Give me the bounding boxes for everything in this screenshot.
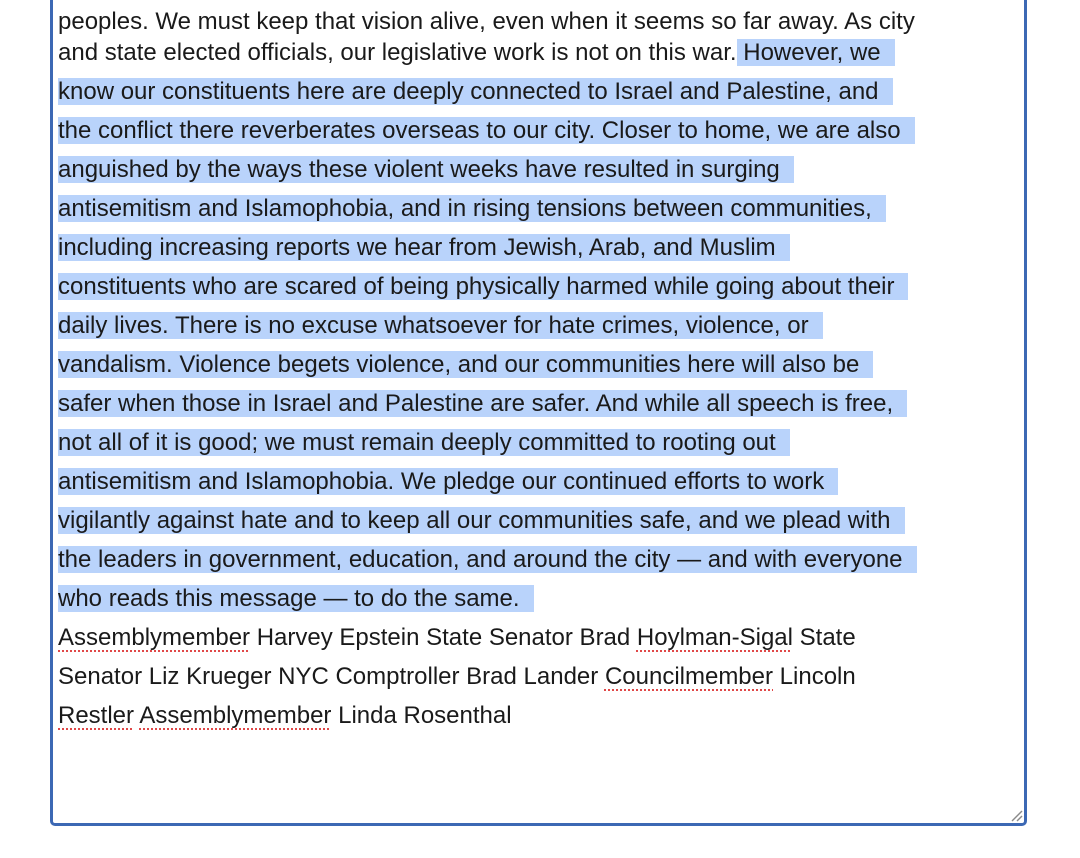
selected-text: including increasing reports we hear from Jewish, Arab, and Muslim: [58, 234, 790, 261]
text-line: [58, 540, 1026, 579]
signature-line: [58, 696, 1026, 735]
selected-text: antisemitism and Islamophobia, and in rising tensions between communities,: [58, 195, 886, 222]
text-line: [58, 462, 1026, 501]
selected-text: who reads this message — to do the same.: [58, 585, 534, 612]
text-line: [58, 33, 1026, 72]
text-line: [58, 384, 1026, 423]
text-segment: peoples. We must keep that vision alive, even when it seems so far away. As city: [58, 8, 915, 35]
selected-text: daily lives. There is no excuse whatsoever for hate crimes, violence, or: [58, 312, 823, 339]
text-line: [58, 72, 1026, 111]
selected-text: anguished by the ways these violent weeks have resulted in surging: [58, 156, 794, 183]
text-line: [58, 501, 1026, 540]
text-segment: Lincoln: [773, 663, 856, 690]
text-line: [58, 111, 1026, 150]
selected-text: However, we: [737, 39, 895, 66]
misspelled-word[interactable]: Councilmember: [604, 663, 773, 690]
text-segment: and state elected officials, our legislative work is not on this war.: [58, 39, 737, 66]
text-line: [58, 150, 1026, 189]
selected-text: the leaders in government, education, and around the city — and with everyone: [58, 546, 917, 573]
message-textarea[interactable]: [50, 0, 1027, 826]
selected-text: antisemitism and Islamophobia. We pledge our continued efforts to work: [58, 468, 838, 495]
selected-text: safer when those in Israel and Palestine are safer. And while all speech is free,: [58, 390, 907, 417]
text-line: [58, 228, 1026, 267]
text-segment: State: [792, 624, 856, 651]
text-line: [58, 189, 1026, 228]
text-line: [58, 306, 1026, 345]
text-segment: Linda Rosenthal: [331, 702, 512, 729]
signature-line: [58, 657, 1026, 696]
text-line: [58, 345, 1026, 384]
misspelled-word[interactable]: Restler: [58, 702, 135, 729]
misspelled-word[interactable]: Hoylman-Sigal: [636, 624, 793, 651]
signature-line: [58, 618, 1026, 657]
text-segment: Harvey Epstein State Senator Brad: [250, 624, 637, 651]
selected-text: vigilantly against hate and to keep all our communities safe, and we plead with: [58, 507, 905, 534]
resize-grip-icon[interactable]: [1009, 808, 1023, 822]
selected-text: the conflict there reverberates overseas to our city. Closer to home, we are also: [58, 117, 915, 144]
selected-text: constituents who are scared of being physically harmed while going about their: [58, 273, 908, 300]
selected-text: vandalism. Violence begets violence, and our communities here will also be: [58, 351, 873, 378]
text-line: [58, 423, 1026, 462]
misspelled-word[interactable]: Assemblymember: [58, 624, 251, 651]
textarea-content[interactable]: [58, 0, 1026, 735]
text-line: [58, 267, 1026, 306]
text-segment: Senator Liz Krueger NYC Comptroller Brad Lander: [58, 663, 605, 690]
selected-text: know our constituents here are deeply connected to Israel and Palestine, and: [58, 78, 893, 105]
misspelled-word[interactable]: Assemblymember: [139, 702, 332, 729]
selected-text: not all of it is good; we must remain deeply committed to rooting out: [58, 429, 790, 456]
text-line: [58, 579, 1026, 618]
text-line: [58, 0, 1026, 33]
